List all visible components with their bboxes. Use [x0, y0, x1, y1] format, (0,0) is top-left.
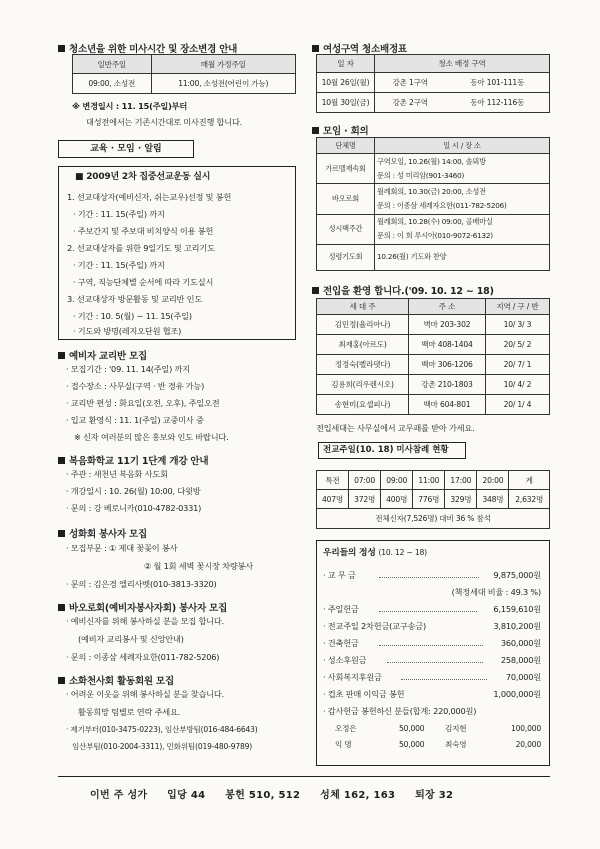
campaign-line: · 기간 : 11. 15(주일) 까지: [73, 209, 165, 219]
newcomer-address: 벽마 203-302: [409, 315, 486, 335]
attendance-header: 17:00: [445, 471, 477, 490]
offering-label: · 교 무 금: [323, 570, 356, 580]
donor-amount: 50,000: [399, 740, 425, 749]
bible-line: · 개강일시 : 10. 26(월) 10:00, 다윗방: [66, 486, 201, 496]
newcomers-header-address: 주 소: [409, 299, 486, 315]
newcomer-region: 10/ 3/ 3: [485, 315, 549, 335]
cleaning-title: 여성구역 청소배정표: [312, 41, 407, 55]
attendance-value: 372명: [349, 490, 381, 509]
campaign-line: · 주보간지 및 주보대 비치양식 이용 봉헌: [73, 226, 214, 236]
newcomer-address: 백마 408-1404: [409, 335, 486, 355]
attendance-header: 09:00: [381, 471, 413, 490]
meetings-header-group: 단체명: [317, 138, 375, 154]
attendance-total: 전체신자(7,526명) 대비 36 % 참석: [317, 509, 550, 529]
offering-label: · 전교주일 2차헌금(교구송금): [323, 621, 427, 631]
offering-amount: 360,000원: [500, 638, 541, 648]
campaign-line: · 기간 : 10. 5(월) ~ 11. 15(주일): [73, 311, 192, 321]
cleaning-header-area: 청소 배정 구역: [375, 55, 550, 73]
campaign-line: · 기간 : 11. 15(주일) 까지: [73, 260, 165, 270]
meetings-detail: 10.26(월) 기도와 찬양: [375, 244, 550, 270]
cleaning-date: 10월 30일(금): [317, 93, 375, 113]
attendance-value: 400명: [381, 490, 413, 509]
newcomer-name: 김용희(리우렌시오): [317, 375, 409, 395]
paul-society-title: 바오로회(예비자봉사자회) 봉사자 모집: [58, 600, 227, 614]
offering-amount: 70,000원: [505, 672, 541, 682]
newcomer-region: 10/ 4/ 2: [485, 375, 549, 395]
cleaning-building: 동아 101-111동: [445, 73, 549, 93]
newcomer-name: 김민정(율리아나): [317, 315, 409, 335]
mass-cell-1: 09:00, 소성전: [73, 74, 152, 94]
meetings-detail: 월례회의, 10.28(수) 09:00, 골배마실 문의 : 이 희 루시아(010-9072-6132): [375, 214, 550, 244]
donor-name: 김지현: [445, 724, 467, 733]
mass-header-2: 매월 가정주일: [151, 55, 295, 74]
meetings-detail: 월례회의, 10.30(금) 20:00, 소성전 문의 : 이종삼 세례자요한(011-782-5206): [375, 184, 550, 214]
leader-dots: [379, 611, 477, 612]
newcomer-name: 송현미(요셉피나): [317, 395, 409, 415]
attendance-table: [316, 470, 550, 529]
cleaning-date: 10월 26일(월): [317, 73, 375, 93]
offering-box: [316, 540, 550, 766]
newcomer-name: 최재홍(아르도): [317, 335, 409, 355]
newcomer-region: 20/ 1/ 4: [485, 395, 549, 415]
bible-school-title: 복음화학교 11기 1단계 개강 안내: [58, 453, 208, 467]
offering-title: 우리들의 정성 (10. 12 ~ 18): [323, 548, 427, 558]
donor-amount: 20,000: [515, 740, 541, 749]
mass-table: [72, 54, 296, 94]
entrance-hymn: 입당 44: [167, 790, 206, 801]
newcomers-table: [316, 298, 550, 415]
newcomer-name: 정정숙(벨라뎃다): [317, 355, 409, 375]
campaign-line: 2. 선교대상자를 위한 9일기도 및 고리기도: [67, 243, 215, 253]
altar-society-title: 성화회 봉사자 모집: [58, 526, 147, 540]
newcomer-address: 백마 604-801: [409, 395, 486, 415]
angels-line: 임산부팀(010-2004-3311), 민화위팀(019-480-9789): [72, 742, 252, 751]
offertory-hymn: 봉헌 510, 512: [225, 790, 301, 801]
attendance-value: 348명: [477, 490, 509, 509]
communion-hymn: 성체 162, 163: [320, 790, 396, 801]
attendance-header: 07:00: [349, 471, 381, 490]
offering-amount: 3,810,200원: [493, 621, 541, 631]
offering-label: · 성소후원금: [323, 655, 367, 665]
cleaning-header-date: 일 자: [317, 55, 375, 73]
leader-dots: [379, 577, 479, 578]
altar-line: · 모집부문 : ① 제대 꽃꽂이 봉사: [66, 543, 178, 553]
meetings-header-time: 일 시 / 장 소: [375, 138, 550, 154]
campaign-line: · 구역, 직능단체별 순서에 따라 기도실시: [73, 277, 214, 287]
newcomers-header-head: 세 대 주: [317, 299, 409, 315]
catechumen-line: · 입교 환영식 : 11. 1(주일) 교중미사 중: [66, 415, 204, 425]
catechumen-line: ※ 신자 여러분의 많은 홍보와 인도 바랍니다.: [74, 432, 229, 442]
little-angels-title: 소화천사회 활동회원 모집: [58, 673, 174, 687]
offering-label: · 사회복지후원금: [323, 672, 382, 682]
catechumen-line: · 접수장소 : 사무실(구역 · 반 경유 가능): [66, 381, 205, 391]
attendance-value: 2,632명: [509, 490, 550, 509]
newcomers-header-region: 지역 / 구 / 반: [485, 299, 549, 315]
leader-dots: [401, 679, 487, 680]
newcomer-address: 백마 306-1206: [409, 355, 486, 375]
offering-label: · 건축헌금: [323, 638, 359, 648]
offering-amount: 1,000,000원: [493, 689, 541, 699]
newcomers-note: 전입세대는 사무실에서 교무패를 받아 가세요.: [316, 423, 475, 433]
leader-dots: [387, 662, 483, 663]
donor-amount: 50,000: [399, 724, 425, 733]
attendance-header: 20:00: [477, 471, 509, 490]
angels-line: 활동희망 팀별로 연락 주세요.: [78, 707, 181, 717]
bible-line: · 주관 : 새천년 복음화 사도회: [66, 469, 168, 479]
paul-line: · 문의 : 이종삼 세례자요한(011-782-5206): [66, 652, 220, 662]
attendance-value: 407명: [317, 490, 349, 509]
altar-line: ② 월 1회 세벽 꽃시장 차량봉사: [144, 561, 253, 571]
hymn-footer: [58, 776, 550, 801]
meetings-group: 바오로회: [317, 184, 375, 214]
cleaning-table: [316, 54, 550, 113]
campaign-line: · 기도와 방명(레지오단원 협조): [73, 326, 182, 336]
newcomer-region: 20/ 7/ 1: [485, 355, 549, 375]
meetings-group: 성령기도회: [317, 244, 375, 270]
paul-line: (예비자 교리봉사 및 신앙안내): [78, 634, 184, 644]
campaign-line: 3. 선교대상자 방문활동 및 교리반 인도: [67, 294, 203, 304]
meetings-table: [316, 137, 550, 271]
catechumen-title: 예비자 교리반 모집: [58, 348, 147, 362]
section-banner: 교육 · 모임 · 알림: [58, 140, 194, 158]
thanks-title: · 감사헌금 봉헌하신 분들(합계: 220,000원): [323, 706, 477, 716]
attendance-title: 전교주일(10. 18) 미사참례 현황: [318, 442, 466, 459]
mass-note-title: ※ 변경일시 : 11. 15(주일)부터: [72, 101, 188, 111]
offering-amount: 6,159,610원: [493, 604, 541, 614]
mass-note-body: 대성전에서는 기존시간대로 미사진행 합니다.: [86, 117, 243, 127]
attendance-header: 11:00: [413, 471, 445, 490]
catechumen-line: · 모집기간 : '09. 11. 14(주일) 까지: [66, 364, 190, 374]
offering-ratio: (책정세대 비율 : 49.3 %): [451, 587, 541, 597]
donor-name: 최숙영: [445, 740, 467, 749]
newcomer-address: 강촌 210-1803: [409, 375, 486, 395]
meetings-detail: 구역모임, 10.26(월) 14:00, 솔뫼방 문의 : 성 미리암(901-3460): [375, 154, 550, 184]
offering-label: · 주일헌금: [323, 604, 359, 614]
offering-amount: 9,875,000원: [493, 570, 541, 580]
newcomers-title: 전입을 환영 합니다.('09. 10. 12 ~ 18): [312, 283, 494, 297]
meetings-group: 가르멜재속회: [317, 154, 375, 184]
meetings-group: 성시백주간: [317, 214, 375, 244]
cleaning-area: 강촌 1구역: [375, 73, 446, 93]
mass-header-1: 일반주일: [73, 55, 152, 74]
bible-line: · 문의 : 강 베로니카(010-4782-0331): [66, 503, 202, 513]
campaign-box: [58, 166, 296, 340]
angels-line: · 제기부터(010-3475-0223), 임산부방팀(016-484-6643): [66, 725, 258, 734]
donor-amount: 100,000: [510, 724, 541, 733]
angels-line: · 어려운 이웃을 위해 봉사하실 분을 찾습니다.: [66, 689, 224, 699]
donor-name: 익 명: [335, 740, 352, 749]
offering-label: · 컵초 판매 이익금 봉헌: [323, 689, 405, 699]
donor-name: 오정은: [335, 724, 357, 733]
recessional-hymn: 퇴장 32: [415, 790, 454, 801]
attendance-value: 776명: [413, 490, 445, 509]
campaign-line: 1. 선교대상자(예비신자, 쉬는교우)선정 및 봉헌: [67, 192, 232, 202]
meetings-title: 모임 · 회의: [312, 123, 369, 137]
newcomer-region: 20/ 5/ 2: [485, 335, 549, 355]
mass-cell-2: 11:00, 소성전(어린이 가능): [151, 74, 295, 94]
attendance-value: 329명: [445, 490, 477, 509]
cleaning-area: 강촌 2구역: [375, 93, 446, 113]
cleaning-building: 동아 112-116동: [445, 93, 549, 113]
attendance-header: 계: [509, 471, 550, 490]
campaign-title: ■ 2009년 2차 집중선교운동 실시: [75, 172, 211, 182]
attendance-header: 특전: [317, 471, 349, 490]
mass-section-title: 청소년을 위한 미사시간 및 장소변경 안내: [58, 41, 237, 55]
offering-amount: 258,000원: [500, 655, 541, 665]
paul-line: · 예비신자를 위해 봉사하실 분을 모집 합니다.: [66, 616, 224, 626]
catechumen-line: · 교리반 편성 : 화요일(오전, 오후), 주일오전: [66, 398, 220, 408]
leader-dots: [379, 645, 483, 646]
altar-line: · 문의 : 김은경 엘리사벳(010-3813-3320): [66, 579, 217, 589]
hymn-label: 이번 주 성가: [90, 790, 148, 801]
